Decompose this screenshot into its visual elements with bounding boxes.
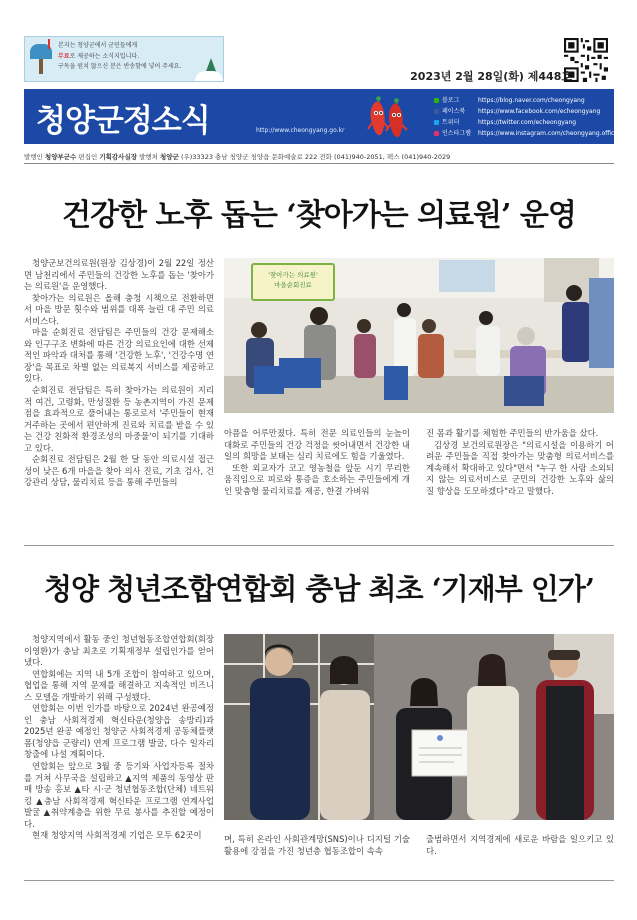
- publisher-label: 발행인: [24, 153, 43, 161]
- article1-paragraph: 청양군보건의료원(원장 김상경)이 2월 22일 정산면 남천리에서 주민들의 건강한 노후를 돕는 '찾아가는 의료원'을 운영했다.: [24, 258, 214, 292]
- notice-line-2: [58, 52, 198, 63]
- mailbox-icon: [30, 44, 52, 74]
- article1-headline: 건강한 노후 돕는 ‘찾아가는 의료원’ 운영: [62, 198, 576, 233]
- issue-date-number: 2023년 2월 28일(화) 제448호: [410, 70, 572, 83]
- tree-illustration: [193, 37, 223, 81]
- article1-paragraph: 진 몸과 활기를 체험한 주민들의 반가움을 샀다.: [426, 428, 599, 438]
- article2-column-3: [426, 834, 614, 870]
- masthead-banner: [24, 89, 622, 144]
- free-distribution-notice: [24, 36, 224, 82]
- article-divider: [24, 545, 614, 546]
- article1-paragraph: 순회진료 전담팀은 특히 찾아가는 의료원이 지리적 여건, 고령화, 만성질환 등 농촌지역이 가진 문제점을 효과적으로 풀어내는 통로로서 '주민들이 현재 거주하는 곳에서 편안하게 진료와 치료를 받을 수 있는 건강 친화적 환경조성의 마중물'이 되기를 기대하고 있다.: [24, 385, 214, 453]
- article1-paragraph: 아픔을 어루만졌다. 특히 전문 의료인들의 눈높이 대화로 주민들의 건강 걱정을 씻어내면서 건강한 내일의 희망을 보태는 심리 치료에도 힘을 기울였다.: [224, 428, 410, 462]
- notice-free-word: 무료: [58, 52, 70, 60]
- article1-paragraph: 김상경 보건의료원장은 "의료시설을 이용하기 어려운 주민들을 직접 찾아가는 맞춤형 의료서비스를 계속해서 확대하고 있다"면서 "누구 한 사람 소외되지 않는 의료서비스로 군민의 건강한 노후와 삶의 질 향상을 도모하겠다"라고 말했다.: [426, 439, 614, 496]
- article2-paragraph: 현재 청양지역 사회적경제 기업은 모두 62곳이: [32, 830, 202, 841]
- twitter-icon: [434, 120, 439, 125]
- article2-paragraph: 연합회에는 지역 내 5개 조합이 참여하고 있으며, 협업을 통해 지역 문제를 해결하고 지속적인 비즈니스 모델을 개발하기 위해 구성됐다.: [24, 668, 214, 702]
- social-instagram-url: https://www.instagram.com/cheongyang.official: [478, 130, 622, 137]
- social-instagram[interactable]: [434, 128, 621, 137]
- social-instagram-label: 인스타그램: [442, 130, 471, 137]
- article2-headline: 청양 청년조합연합회 충남 최초 ‘기재부 인가’: [44, 572, 594, 606]
- instagram-icon: [434, 131, 439, 136]
- article2-paragraph: 연합회는 앞으로 3월 중 등기와 사업자등록 절차를 거쳐 사무국을 설립하고 ▲지역 제품의 동영상 판매 방송 홍보 ▲타 시·군 청년협동조합(단체) 네트워킹 ▲충남 사회적경제 혁신타운 프로그램 연계사업 발굴 ▲취약계층을 위한 무료 봉사를 추진할 예정이다.: [24, 761, 214, 829]
- article1-paragraph: 순회진료 전담팀은 2월 한 달 동안 의료시설 접근성이 낮은 6개 마을을 찾아 의사 진료, 기초 검사, 건강관리 상담, 물리치료 등을 통해 주민들의: [24, 454, 214, 488]
- article1-paragraph: 마을 순회진료 전담팀은 주민들의 건강 문제해소와 인구구조 변화에 따른 건강 의료요인에 대한 선제적인 파악과 대처를 통해 '건강한 노후', '건강수명 연장'을 목표로 차별 없는 의료복지 서비스를 제공하고 있다.: [24, 327, 214, 384]
- masthead-url[interactable]: http://www.cheongyang.go.kr: [256, 127, 345, 134]
- footer-rule: [24, 880, 614, 881]
- publication-info: [24, 152, 624, 161]
- social-facebook[interactable]: [434, 106, 600, 115]
- article2-paragraph: 출범하면서 지역경제에 새로운 바람을 일으키고 있다.: [426, 834, 614, 856]
- facebook-icon: [434, 109, 439, 114]
- social-twitter-url: https://twitter.com/echeongyang: [478, 119, 577, 126]
- social-twitter[interactable]: [434, 117, 576, 126]
- publisher: 청양부군수: [44, 153, 77, 161]
- masthead-title: 청양군정소식: [36, 103, 210, 139]
- photo-sign-line-1: '찾아가는 의료원': [268, 271, 318, 279]
- medical-visit-photo: [224, 258, 614, 413]
- photo-sign-line-2: 마을순회진료: [274, 281, 312, 289]
- social-blog-url: https://blog.naver.com/cheongyang: [478, 97, 585, 104]
- social-blog[interactable]: [434, 95, 585, 104]
- social-facebook-url: https://www.facebook.com/echeongyang: [478, 108, 601, 115]
- editor: 기획감사실장: [99, 153, 138, 161]
- social-twitter-label: 트위터: [442, 119, 460, 126]
- article2-paragraph: 며, 특히 온라인 사회관계망(SNS)이나 디지털 기술 활용에 강점을 가진 청년층 협동조합이 속속: [224, 834, 410, 856]
- article1-column-3: [426, 428, 614, 518]
- pepper-mascot-icon: [364, 93, 410, 141]
- article2-column-1: [24, 634, 214, 874]
- office: 청양군: [160, 153, 179, 161]
- address: (우)33323 충남 청양군 청양읍 문화예술로 222 전화 (041)940-2051, 팩스 (041)940-2029: [180, 153, 451, 161]
- header-rule: [24, 163, 614, 164]
- article2-paragraph: 연합회는 이번 인가를 바탕으로 2024년 완공예정인 충남 사회적경제 혁신타운(청양읍 송방리)과 2025년 완공 예정인 청양군 사회적경제 공동체플랫폼(청양읍 군량리) 연계 프로그램 발굴, 다수 일자리 창출에 나설 계획이다.: [24, 703, 214, 760]
- article2-column-2: [224, 834, 410, 870]
- editor-label: 편집인: [78, 153, 98, 161]
- blog-icon: [434, 98, 439, 103]
- article1-paragraph: 또한 외교자가 코고 영농철을 앞둔 시기 무리한 움직임으로 피로와 통증을 호소하는 주민들에게 개인 맞춤형 물리치료를 제공, 한결 가벼워: [224, 462, 410, 496]
- notice-line-2-rest: 로 제공하는 소식지입니다.: [69, 52, 140, 60]
- article1-column-1: [24, 258, 214, 516]
- social-facebook-label: 페이스북: [442, 108, 466, 115]
- youth-union-group-photo: [224, 634, 614, 820]
- notice-text: [58, 41, 198, 73]
- office-label: 발행처: [139, 153, 158, 161]
- article2-paragraph: 청양지역에서 활동 중인 청년협동조합연합회(회장 이영환)가 충남 최초로 기획재정부 설립인가를 얻어냈다.: [24, 634, 214, 668]
- notice-line-1: 본지는 청양군에서 군민들에게: [58, 42, 138, 49]
- article1-paragraph: 찾아가는 의료원은 올해 충청 시책으로 전환하면서 마을 방문 횟수와 범위를 대폭 늘린 대 주민 의료서비스다.: [24, 292, 214, 326]
- social-blog-label: 블로그: [442, 97, 460, 104]
- article1-column-2: [224, 428, 410, 518]
- notice-line-3: 구독을 원치 않으신 분은 반송함에 넣어 주세요.: [58, 63, 182, 70]
